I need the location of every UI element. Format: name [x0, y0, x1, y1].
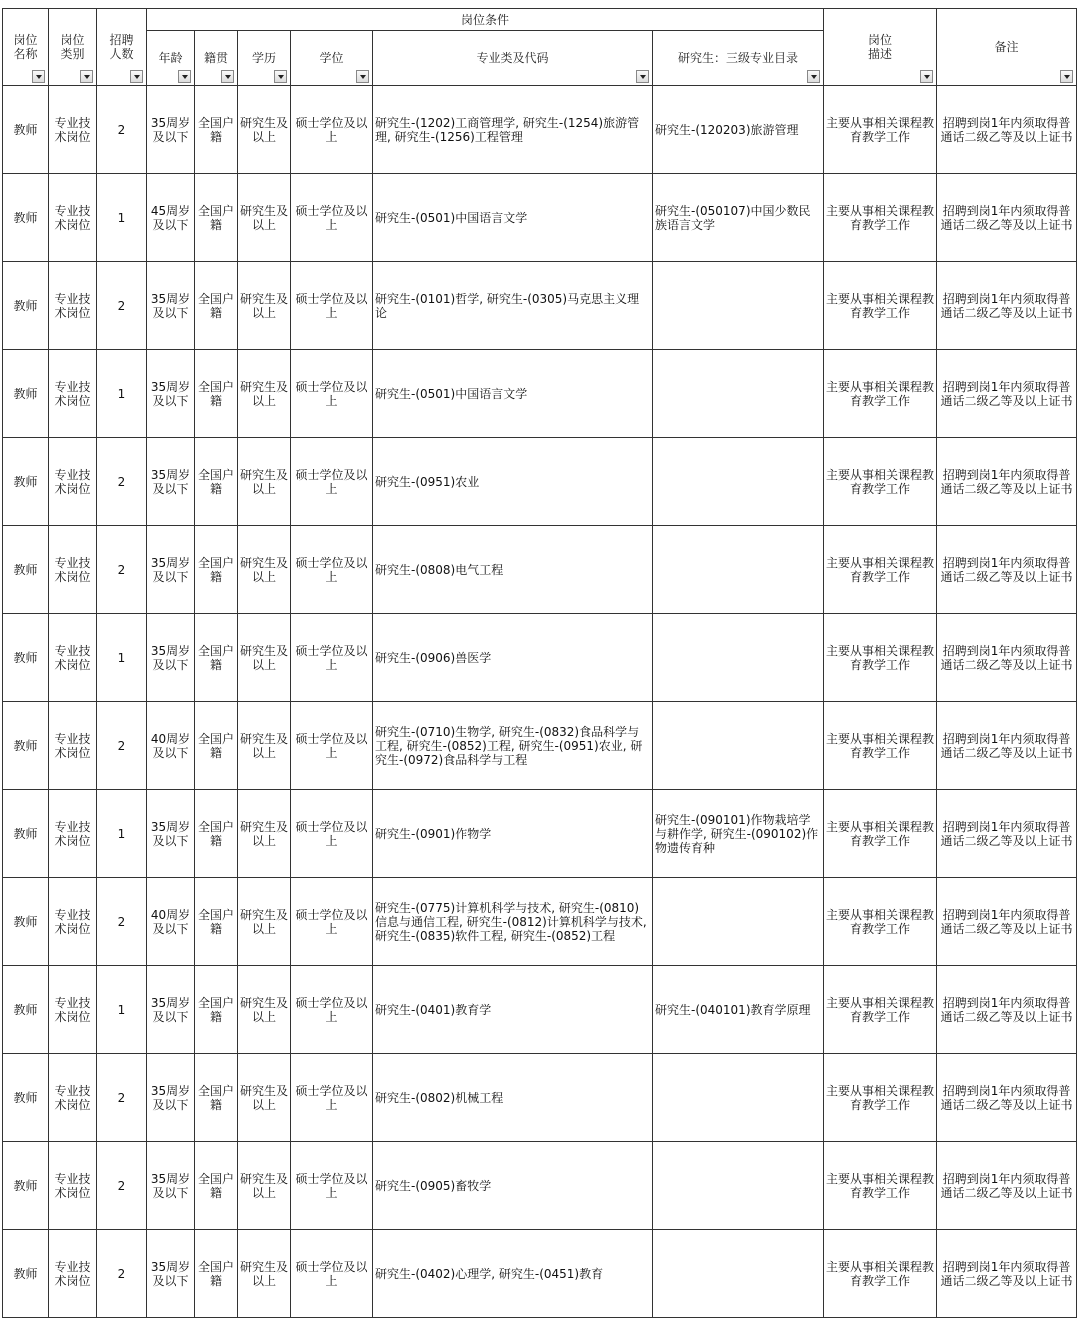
degree-cell[interactable]: 硕士学位及以上 — [291, 526, 373, 614]
notes-cell[interactable]: 招聘到岗1年内须取得普通话二级乙等及以上证书 — [937, 174, 1077, 262]
job-table — [2, 8, 1077, 1318]
grad-major-cell[interactable] — [653, 262, 824, 350]
education-cell[interactable]: 研究生及以上 — [238, 438, 291, 526]
degree-cell[interactable]: 硕士学位及以上 — [291, 1142, 373, 1230]
age-cell[interactable]: 35周岁及以下 — [147, 614, 195, 702]
table-row — [3, 702, 1077, 790]
header-degree-label: 学位 — [319, 51, 344, 65]
grad-major-cell[interactable] — [653, 1230, 824, 1318]
hire-count-cell[interactable]: 1 — [97, 174, 147, 262]
notes-cell[interactable]: 招聘到岗1年内须取得普通话二级乙等及以上证书 — [937, 438, 1077, 526]
header-post-description-label: 岗位 描述 — [868, 33, 893, 61]
hukou-cell[interactable]: 全国户籍 — [195, 878, 238, 966]
grad-major-cell[interactable] — [653, 350, 824, 438]
table-row — [3, 438, 1077, 526]
post-name-cell[interactable]: 教师 — [3, 262, 49, 350]
header-post-name — [3, 9, 49, 86]
major-cell[interactable]: 研究生-(0101)哲学, 研究生-(0305)马克思主义理论 — [373, 262, 653, 350]
header-post-conditions — [147, 9, 824, 31]
degree-cell[interactable]: 硕士学位及以上 — [291, 438, 373, 526]
major-cell[interactable]: 研究生-(0402)心理学, 研究生-(0451)教育 — [373, 1230, 653, 1318]
table-row — [3, 262, 1077, 350]
header-grad-major-label: 研究生：三级专业目录 — [678, 51, 799, 65]
age-cell[interactable]: 35周岁及以下 — [147, 1054, 195, 1142]
header-hukou — [195, 31, 238, 86]
post-category-cell[interactable]: 专业技术岗位 — [49, 702, 97, 790]
education-cell[interactable]: 研究生及以上 — [238, 350, 291, 438]
filter-dropdown-icon[interactable] — [274, 70, 287, 83]
header-post-description — [824, 9, 937, 86]
filter-dropdown-icon[interactable] — [636, 70, 649, 83]
header-hire-count — [97, 9, 147, 86]
degree-cell[interactable]: 硕士学位及以上 — [291, 86, 373, 174]
degree-cell[interactable]: 硕士学位及以上 — [291, 966, 373, 1054]
filter-dropdown-icon[interactable] — [32, 70, 45, 83]
filter-dropdown-icon[interactable] — [920, 70, 933, 83]
grad-major-cell[interactable]: 研究生-(090101)作物栽培学与耕作学, 研究生-(090102)作物遗传育种 — [653, 790, 824, 878]
post-category-cell[interactable]: 专业技术岗位 — [49, 262, 97, 350]
education-cell[interactable]: 研究生及以上 — [238, 1142, 291, 1230]
post-description-cell[interactable]: 主要从事相关课程教育教学工作 — [824, 790, 937, 878]
hire-count-cell[interactable]: 2 — [97, 1142, 147, 1230]
degree-cell[interactable]: 硕士学位及以上 — [291, 1230, 373, 1318]
post-category-cell[interactable]: 专业技术岗位 — [49, 1142, 97, 1230]
post-name-cell[interactable]: 教师 — [3, 350, 49, 438]
notes-cell[interactable]: 招聘到岗1年内须取得普通话二级乙等及以上证书 — [937, 702, 1077, 790]
filter-dropdown-icon[interactable] — [807, 70, 820, 83]
table-row — [3, 878, 1077, 966]
post-description-cell[interactable]: 主要从事相关课程教育教学工作 — [824, 878, 937, 966]
major-cell[interactable]: 研究生-(0401)教育学 — [373, 966, 653, 1054]
major-cell[interactable]: 研究生-(1202)工商管理学, 研究生-(1254)旅游管理, 研究生-(1256)工程管理 — [373, 86, 653, 174]
degree-cell[interactable]: 硕士学位及以上 — [291, 350, 373, 438]
degree-cell[interactable]: 硕士学位及以上 — [291, 878, 373, 966]
grad-major-cell[interactable] — [653, 878, 824, 966]
education-cell[interactable]: 研究生及以上 — [238, 614, 291, 702]
post-category-cell[interactable]: 专业技术岗位 — [49, 790, 97, 878]
age-cell[interactable]: 45周岁及以下 — [147, 174, 195, 262]
table-row — [3, 1054, 1077, 1142]
degree-cell[interactable]: 硕士学位及以上 — [291, 174, 373, 262]
hukou-cell[interactable]: 全国户籍 — [195, 614, 238, 702]
hire-count-cell[interactable]: 2 — [97, 702, 147, 790]
major-cell[interactable]: 研究生-(0775)计算机科学与技术, 研究生-(0810)信息与通信工程, 研究生-(0812)计算机科学与技术, 研究生-(0835)软件工程, 研究生-(0852)工程 — [373, 878, 653, 966]
post-name-cell[interactable]: 教师 — [3, 86, 49, 174]
notes-cell[interactable]: 招聘到岗1年内须取得普通话二级乙等及以上证书 — [937, 790, 1077, 878]
age-cell[interactable]: 35周岁及以下 — [147, 1230, 195, 1318]
major-cell[interactable]: 研究生-(0905)畜牧学 — [373, 1142, 653, 1230]
post-name-cell[interactable]: 教师 — [3, 174, 49, 262]
post-name-cell[interactable]: 教师 — [3, 878, 49, 966]
degree-cell[interactable]: 硕士学位及以上 — [291, 790, 373, 878]
header-grad-major — [653, 31, 824, 86]
post-description-cell[interactable]: 主要从事相关课程教育教学工作 — [824, 966, 937, 1054]
post-name-cell[interactable]: 教师 — [3, 1054, 49, 1142]
filter-dropdown-icon[interactable] — [1060, 70, 1073, 83]
post-description-cell[interactable]: 主要从事相关课程教育教学工作 — [824, 86, 937, 174]
post-category-cell[interactable]: 专业技术岗位 — [49, 614, 97, 702]
notes-cell[interactable]: 招聘到岗1年内须取得普通话二级乙等及以上证书 — [937, 966, 1077, 1054]
grad-major-cell[interactable] — [653, 1142, 824, 1230]
post-name-cell[interactable]: 教师 — [3, 702, 49, 790]
grad-major-cell[interactable] — [653, 438, 824, 526]
post-category-cell[interactable]: 专业技术岗位 — [49, 1230, 97, 1318]
job-table-body — [3, 86, 1077, 1318]
hire-count-cell[interactable]: 2 — [97, 526, 147, 614]
hukou-cell[interactable]: 全国户籍 — [195, 1054, 238, 1142]
post-category-cell[interactable]: 专业技术岗位 — [49, 350, 97, 438]
degree-cell[interactable]: 硕士学位及以上 — [291, 614, 373, 702]
age-cell[interactable]: 35周岁及以下 — [147, 1142, 195, 1230]
notes-cell[interactable]: 招聘到岗1年内须取得普通话二级乙等及以上证书 — [937, 1230, 1077, 1318]
grad-major-cell[interactable]: 研究生-(120203)旅游管理 — [653, 86, 824, 174]
hire-count-cell[interactable]: 1 — [97, 966, 147, 1054]
filter-dropdown-icon[interactable] — [221, 70, 234, 83]
table-row — [3, 1142, 1077, 1230]
hire-count-cell[interactable]: 2 — [97, 438, 147, 526]
education-cell[interactable]: 研究生及以上 — [238, 878, 291, 966]
post-name-cell[interactable]: 教师 — [3, 790, 49, 878]
table-row — [3, 174, 1077, 262]
education-cell[interactable]: 研究生及以上 — [238, 174, 291, 262]
age-cell[interactable]: 35周岁及以下 — [147, 790, 195, 878]
post-category-cell[interactable]: 专业技术岗位 — [49, 174, 97, 262]
degree-cell[interactable]: 硕士学位及以上 — [291, 702, 373, 790]
table-row — [3, 526, 1077, 614]
notes-cell[interactable]: 招聘到岗1年内须取得普通话二级乙等及以上证书 — [937, 86, 1077, 174]
hire-count-cell[interactable]: 2 — [97, 1230, 147, 1318]
hukou-cell[interactable]: 全国户籍 — [195, 702, 238, 790]
degree-cell[interactable]: 硕士学位及以上 — [291, 262, 373, 350]
grad-major-cell[interactable] — [653, 1054, 824, 1142]
post-description-cell[interactable]: 主要从事相关课程教育教学工作 — [824, 1054, 937, 1142]
post-description-cell[interactable]: 主要从事相关课程教育教学工作 — [824, 1230, 937, 1318]
post-description-cell[interactable]: 主要从事相关课程教育教学工作 — [824, 262, 937, 350]
major-cell[interactable]: 研究生-(0901)作物学 — [373, 790, 653, 878]
hire-count-cell[interactable]: 2 — [97, 878, 147, 966]
post-name-cell[interactable]: 教师 — [3, 614, 49, 702]
header-age-label: 年龄 — [158, 51, 183, 65]
major-cell[interactable]: 研究生-(0906)兽医学 — [373, 614, 653, 702]
age-cell[interactable]: 35周岁及以下 — [147, 262, 195, 350]
age-cell[interactable]: 40周岁及以下 — [147, 702, 195, 790]
hire-count-cell[interactable]: 1 — [97, 614, 147, 702]
post-category-cell[interactable]: 专业技术岗位 — [49, 966, 97, 1054]
hukou-cell[interactable]: 全国户籍 — [195, 86, 238, 174]
education-cell[interactable]: 研究生及以上 — [238, 86, 291, 174]
major-cell[interactable]: 研究生-(0808)电气工程 — [373, 526, 653, 614]
age-cell[interactable]: 35周岁及以下 — [147, 438, 195, 526]
age-cell[interactable]: 35周岁及以下 — [147, 86, 195, 174]
hire-count-cell[interactable]: 2 — [97, 262, 147, 350]
post-description-cell[interactable]: 主要从事相关课程教育教学工作 — [824, 174, 937, 262]
post-name-cell[interactable]: 教师 — [3, 966, 49, 1054]
post-description-cell[interactable]: 主要从事相关课程教育教学工作 — [824, 438, 937, 526]
education-cell[interactable]: 研究生及以上 — [238, 1230, 291, 1318]
post-category-cell[interactable]: 专业技术岗位 — [49, 1054, 97, 1142]
header-major — [373, 31, 653, 86]
header-notes — [937, 9, 1077, 86]
age-cell[interactable]: 35周岁及以下 — [147, 526, 195, 614]
major-cell[interactable]: 研究生-(0802)机械工程 — [373, 1054, 653, 1142]
filter-dropdown-icon[interactable] — [80, 70, 93, 83]
table-row — [3, 86, 1077, 174]
post-name-cell[interactable]: 教师 — [3, 438, 49, 526]
header-post-category-label: 岗位 类别 — [60, 33, 85, 61]
hukou-cell[interactable]: 全国户籍 — [195, 174, 238, 262]
post-category-cell[interactable]: 专业技术岗位 — [49, 86, 97, 174]
table-row — [3, 790, 1077, 878]
notes-cell[interactable]: 招聘到岗1年内须取得普通话二级乙等及以上证书 — [937, 350, 1077, 438]
post-category-cell[interactable]: 专业技术岗位 — [49, 438, 97, 526]
header-education — [238, 31, 291, 86]
filter-dropdown-icon[interactable] — [356, 70, 369, 83]
age-cell[interactable]: 40周岁及以下 — [147, 878, 195, 966]
post-description-cell[interactable]: 主要从事相关课程教育教学工作 — [824, 702, 937, 790]
major-cell[interactable]: 研究生-(0501)中国语言文学 — [373, 350, 653, 438]
grad-major-cell[interactable]: 研究生-(040101)教育学原理 — [653, 966, 824, 1054]
hire-count-cell[interactable]: 2 — [97, 1054, 147, 1142]
education-cell[interactable]: 研究生及以上 — [238, 702, 291, 790]
table-row — [3, 966, 1077, 1054]
age-cell[interactable]: 35周岁及以下 — [147, 966, 195, 1054]
header-degree — [291, 31, 373, 86]
table-row — [3, 614, 1077, 702]
grad-major-cell[interactable] — [653, 614, 824, 702]
grad-major-cell[interactable]: 研究生-(050107)中国少数民族语言文学 — [653, 174, 824, 262]
header-post-category — [49, 9, 97, 86]
grad-major-cell[interactable] — [653, 526, 824, 614]
grad-major-cell[interactable] — [653, 702, 824, 790]
notes-cell[interactable]: 招聘到岗1年内须取得普通话二级乙等及以上证书 — [937, 262, 1077, 350]
education-cell[interactable]: 研究生及以上 — [238, 790, 291, 878]
post-name-cell[interactable]: 教师 — [3, 526, 49, 614]
notes-cell[interactable]: 招聘到岗1年内须取得普通话二级乙等及以上证书 — [937, 878, 1077, 966]
table-row — [3, 1230, 1077, 1318]
post-name-cell[interactable]: 教师 — [3, 1142, 49, 1230]
filter-dropdown-icon[interactable] — [178, 70, 191, 83]
hukou-cell[interactable]: 全国户籍 — [195, 966, 238, 1054]
hire-count-cell[interactable]: 2 — [97, 86, 147, 174]
post-category-cell[interactable]: 专业技术岗位 — [49, 878, 97, 966]
education-cell[interactable]: 研究生及以上 — [238, 526, 291, 614]
post-description-cell[interactable]: 主要从事相关课程教育教学工作 — [824, 614, 937, 702]
major-cell[interactable]: 研究生-(0710)生物学, 研究生-(0832)食品科学与工程, 研究生-(0852)工程, 研究生-(0951)农业, 研究生-(0972)食品科学与工程 — [373, 702, 653, 790]
post-description-cell[interactable]: 主要从事相关课程教育教学工作 — [824, 1142, 937, 1230]
hire-count-cell[interactable]: 1 — [97, 790, 147, 878]
header-hukou-label: 籍贯 — [203, 51, 228, 65]
post-description-cell[interactable]: 主要从事相关课程教育教学工作 — [824, 526, 937, 614]
notes-cell[interactable]: 招聘到岗1年内须取得普通话二级乙等及以上证书 — [937, 526, 1077, 614]
header-notes-label: 备注 — [994, 40, 1019, 54]
age-cell[interactable]: 35周岁及以下 — [147, 350, 195, 438]
header-major-label: 专业类及代码 — [476, 51, 549, 65]
filter-dropdown-icon[interactable] — [130, 70, 143, 83]
header-hire-count-label: 招聘 人数 — [109, 33, 134, 61]
header-education-label: 学历 — [251, 51, 276, 65]
hire-count-cell[interactable]: 1 — [97, 350, 147, 438]
hukou-cell[interactable]: 全国户籍 — [195, 438, 238, 526]
header-age — [147, 31, 195, 86]
notes-cell[interactable]: 招聘到岗1年内须取得普通话二级乙等及以上证书 — [937, 1142, 1077, 1230]
education-cell[interactable]: 研究生及以上 — [238, 1054, 291, 1142]
hukou-cell[interactable]: 全国户籍 — [195, 790, 238, 878]
major-cell[interactable]: 研究生-(0501)中国语言文学 — [373, 174, 653, 262]
header-post-conditions-label: 岗位条件 — [461, 12, 510, 27]
notes-cell[interactable]: 招聘到岗1年内须取得普通话二级乙等及以上证书 — [937, 614, 1077, 702]
post-name-cell[interactable]: 教师 — [3, 1230, 49, 1318]
hukou-cell[interactable]: 全国户籍 — [195, 262, 238, 350]
hukou-cell[interactable]: 全国户籍 — [195, 1142, 238, 1230]
post-description-cell[interactable]: 主要从事相关课程教育教学工作 — [824, 350, 937, 438]
degree-cell[interactable]: 硕士学位及以上 — [291, 1054, 373, 1142]
header-post-name-label: 岗位 名称 — [13, 33, 38, 61]
hukou-cell[interactable]: 全国户籍 — [195, 1230, 238, 1318]
notes-cell[interactable]: 招聘到岗1年内须取得普通话二级乙等及以上证书 — [937, 1054, 1077, 1142]
hukou-cell[interactable]: 全国户籍 — [195, 350, 238, 438]
education-cell[interactable]: 研究生及以上 — [238, 262, 291, 350]
hukou-cell[interactable]: 全国户籍 — [195, 526, 238, 614]
table-row — [3, 350, 1077, 438]
major-cell[interactable]: 研究生-(0951)农业 — [373, 438, 653, 526]
education-cell[interactable]: 研究生及以上 — [238, 966, 291, 1054]
post-category-cell[interactable]: 专业技术岗位 — [49, 526, 97, 614]
